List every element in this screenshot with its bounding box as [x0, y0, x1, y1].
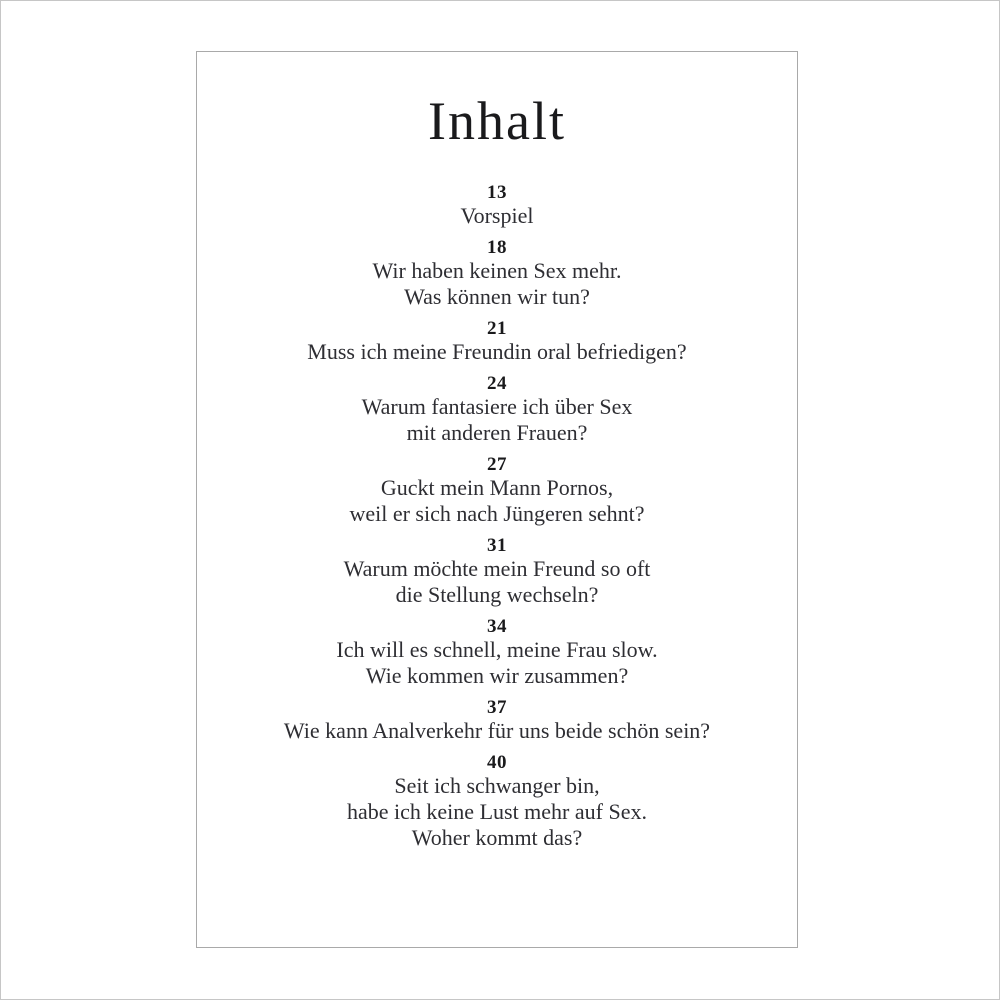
toc-entry-page-number: 13 — [487, 182, 507, 204]
toc-entry-title-line: mit anderen Frauen? — [406, 420, 588, 446]
toc-entry — [284, 698, 710, 744]
toc-entry — [461, 183, 534, 229]
toc-entry-title-line: Guckt mein Mann Pornos, — [380, 475, 614, 501]
toc-entry-title-line: weil er sich nach Jüngeren sehnt? — [349, 501, 645, 527]
toc-entry-page-number: 31 — [487, 535, 507, 557]
toc-entry-page-number: 18 — [486, 237, 507, 259]
toc-entry — [336, 617, 657, 689]
toc-entry-title-line: Warum fantasiere ich über Sex — [361, 394, 633, 420]
toc-entry — [347, 753, 647, 851]
toc-entry-page-number: 34 — [486, 616, 507, 638]
toc-entry-page-number: 24 — [486, 373, 507, 395]
toc-entry-title-line: Vorspiel — [460, 203, 534, 229]
toc-entry-title-line: Muss ich meine Freundin oral befriedigen? — [307, 339, 687, 365]
toc-entry-title-line: Seit ich schwanger bin, — [394, 773, 600, 799]
toc-entry-title-line: Wie kann Analverkehr für uns beide schön sein? — [283, 718, 711, 744]
toc-entry-title-line: Ich will es schnell, meine Frau slow. — [336, 637, 658, 663]
toc-entry-title-line: Wie kommen wir zusammen? — [365, 663, 629, 689]
toc-entry-page-number: 21 — [487, 318, 507, 340]
toc-entry — [344, 536, 651, 608]
toc-entry-title-line: die Stellung wechseln? — [395, 582, 599, 608]
toc-entry — [373, 238, 622, 310]
toc-entry-page-number: 27 — [487, 454, 507, 476]
toc-entry-title-line: Woher kommt das? — [411, 825, 583, 851]
toc-list — [197, 183, 797, 851]
toc-entry-title-line: Warum möchte mein Freund so oft — [343, 556, 651, 582]
book-contents-page — [196, 51, 798, 948]
toc-entry — [307, 319, 686, 365]
toc-entry — [362, 374, 633, 446]
toc-entry-page-number: 37 — [487, 697, 507, 719]
toc-entry-page-number: 40 — [487, 752, 507, 774]
page-title: Inhalt — [428, 91, 566, 151]
toc-entry-title-line: Was können wir tun? — [404, 284, 590, 310]
toc-entry-title-line: Wir haben keinen Sex mehr. — [372, 258, 622, 284]
toc-entry-title-line: habe ich keine Lust mehr auf Sex. — [347, 799, 647, 825]
toc-entry — [349, 455, 644, 527]
